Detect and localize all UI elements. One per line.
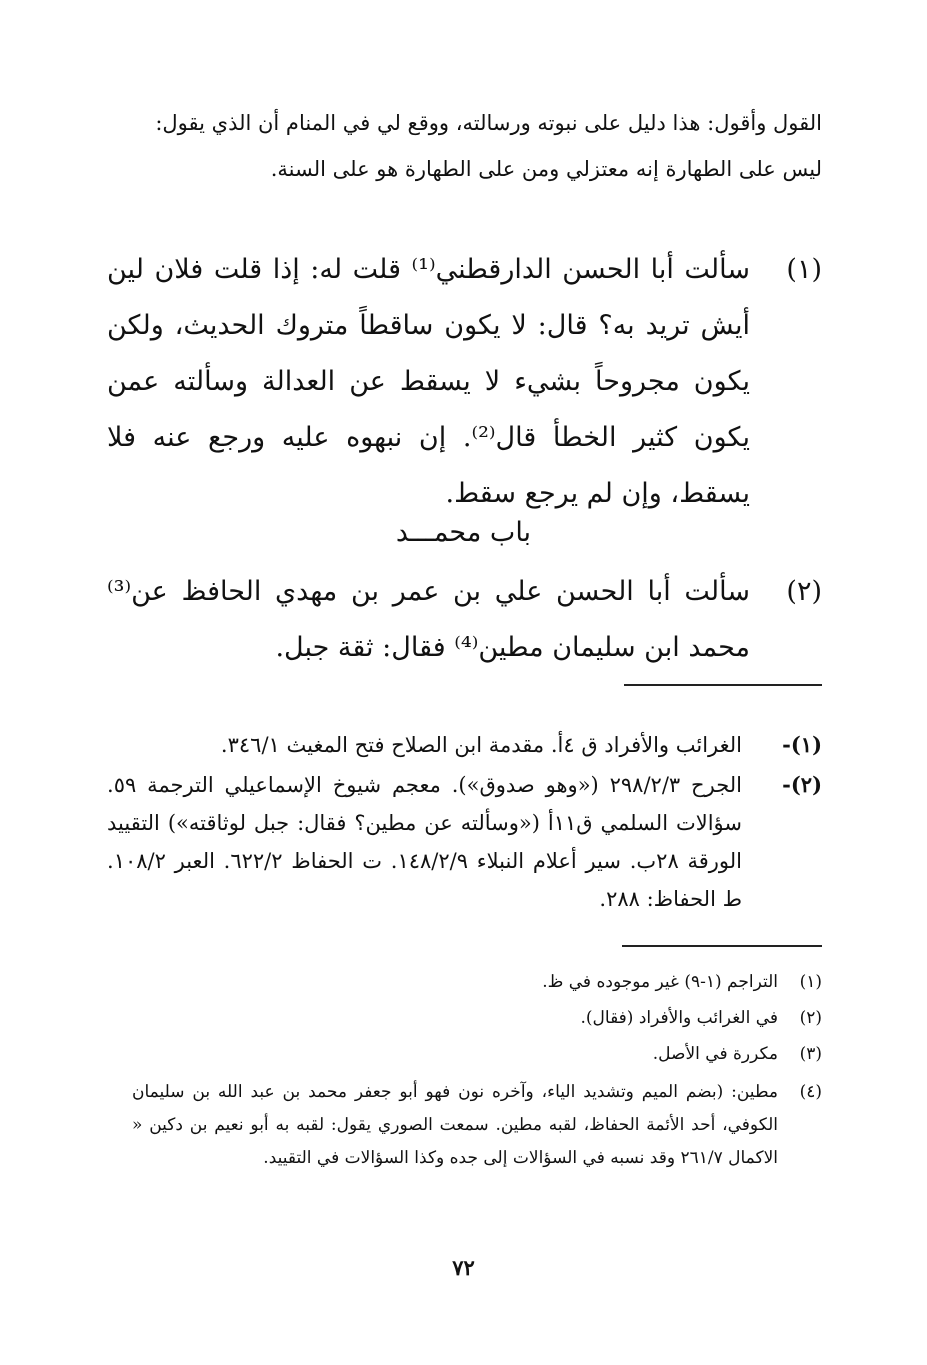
footnote-text: التراجم (١-٩) غير موجوده في ظ. [542,972,778,992]
section-heading: باب محمـــد [395,517,532,548]
footnote-text: مكررة في الأصل. [652,1044,778,1064]
footnote-number: (٢) [799,1008,822,1028]
footnote-number: (٣) [799,1044,822,1064]
entry-2 [107,564,822,676]
footnote-4 [132,1076,822,1175]
entry-text: سألت أبا الحسن الدارقطني⁽¹⁾ قلت له: إذا قلت فلان لين أيش تريد به؟ قال: لا يكون ساقطاً متروك الحديث، ولكن يكون مجروحاً بشيء لا يسقط عن العدالة وسألته عمن يكون كثير الخطأ قال⁽²⁾. إن نبهوه عليه ورجع عنه فلا يسقط، وإن لم يرجع سقط. [107,254,750,509]
footnote-1 [132,966,822,999]
footnote-number: (٤) [799,1082,822,1102]
footnote-3 [132,1038,822,1071]
footnotes-divider [622,945,822,947]
entry-1 [107,242,822,522]
note-2 [107,766,822,918]
note-number: (١)- [782,732,822,757]
note-text: الجرح ٢٩٨/٢/٣ («وهو صدوق»). معجم شيوخ الإسماعيلي الترجمة ٥٩. سؤالات السلمي ق١١أ («وسألته عن مطين؟ فقال: جبل لوثاقته») التقييد الورقة ٢٨ب. سير أعلام النبلاء ١٤٨/٢/٩. ت الحفاظ ٦٢٢/٢. العبر ١٠٨/٢. ط الحفاظ: ٢٨٨. [107,773,742,911]
intro-paragraph [122,100,822,192]
footnote-number: (١) [799,972,822,992]
note-text: الغرائب والأفراد ق ٤أ. مقدمة ابن الصلاح فتح المغيث ٣٤٦/١. [220,733,742,757]
note-1 [107,726,822,764]
entry-text: سألت أبا الحسن علي بن عمر بن مهدي الحافظ عن⁽³⁾ محمد ابن سليمان مطين⁽⁴⁾ فقال: ثقة جبل. [107,576,750,663]
footnote-text: في الغرائب والأفراد (فقال). [580,1008,778,1028]
entry-number: (١) [786,254,822,285]
intro-line-2: ليس على الطهارة إنه معتزلي ومن على الطهارة هو على السنة. [270,157,822,181]
intro-line-1: القول وأقول: هذا دليل على نبوته ورسالته، ووقع لي في المنام أن الذي يقول: [155,111,822,135]
footnote-2 [132,1002,822,1035]
notes-divider [624,684,822,686]
footnote-text: مطين: (بضم الميم وتشديد الياء، وآخره نون فهو أبو جعفر محمد بن عبد الله بن سليمان الكوفي، أحد الأئمة الحفاظ، لقبه مطين. سمعت الصوري يقول: لقبه به أبو نعيم بن دكين « الاكمال ٢٦١/٧ وقد نسبه في السؤالات إلى جده وكذا السؤالات في التقييد. [132,1082,778,1168]
entry-number: (٢) [786,576,822,607]
note-number: (٢)- [782,772,822,797]
page-number: ٧٢ [452,1255,475,1280]
